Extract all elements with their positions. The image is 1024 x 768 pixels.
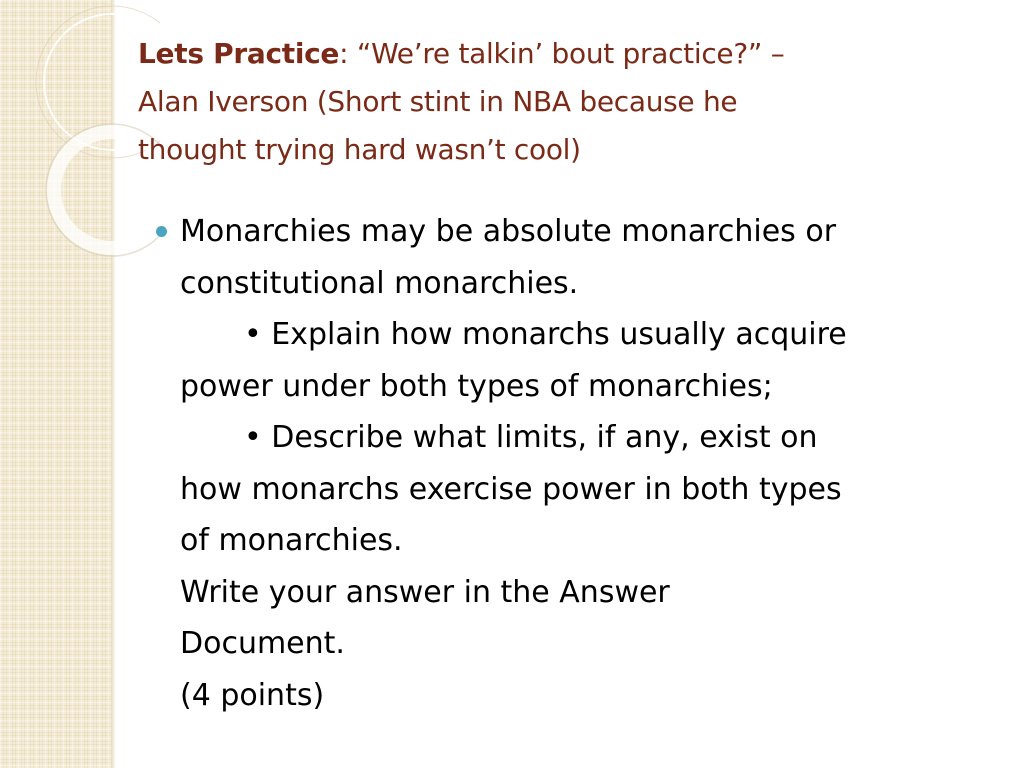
body-line: power under both types of monarchies;	[180, 368, 773, 404]
bullet-icon	[156, 226, 167, 237]
body-line: constitutional monarchies.	[180, 265, 579, 301]
body-line: Monarchies may be absolute monarchies or	[180, 214, 837, 249]
body-line: of monarchies.	[180, 523, 403, 558]
slide-title	[138, 30, 938, 174]
sub-bullet-describe: • Describe what limits, if any, exist on	[244, 420, 818, 455]
sub-bullet-explain: • Explain how monarchs usually acquire	[244, 317, 847, 352]
points-line: (4 points)	[180, 677, 325, 713]
title-quote: : “We’re talkin’ bout practice?” –	[339, 37, 785, 70]
title-bold: Lets Practice	[138, 37, 340, 70]
bullet-text	[180, 206, 960, 721]
decorative-rings	[0, 0, 160, 260]
title-line-2: Alan Iverson (Short stint in NBA because he	[138, 85, 738, 118]
slide-body	[150, 206, 960, 721]
instruction-line: Write your answer in the Answer	[180, 574, 670, 610]
body-line: how monarchs exercise power in both types	[180, 471, 842, 507]
instruction-line: Document.	[180, 626, 345, 661]
title-line-3: thought trying hard wasn’t cool)	[138, 133, 581, 166]
